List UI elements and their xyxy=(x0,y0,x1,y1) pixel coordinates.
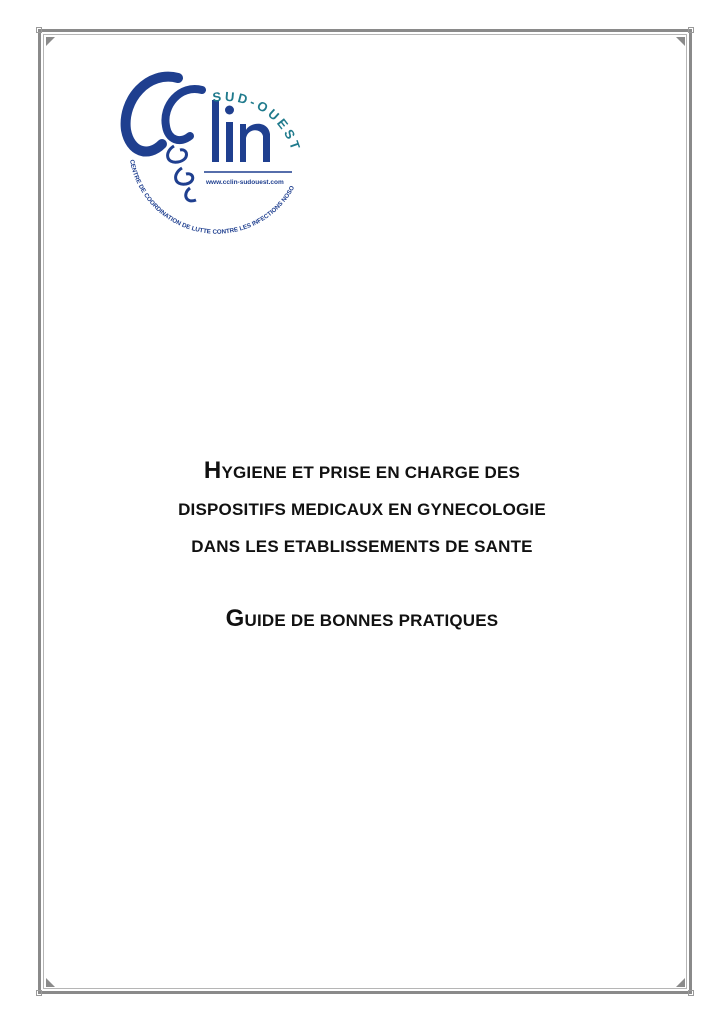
document-title xyxy=(50,452,674,565)
title-line-1-rest: YGIENE ET PRISE EN CHARGE DES xyxy=(221,463,521,482)
corner-ornament-bottom-right xyxy=(676,978,685,987)
logo-url-text: www.cclin-sudouest.com xyxy=(206,179,284,186)
subtitle-rest: UIDE DE BONNES PRATIQUES xyxy=(244,611,499,630)
title-line-1 xyxy=(50,452,674,491)
title-line-3: DANS LES ETABLISSEMENTS DE SANTE xyxy=(191,537,533,556)
logo-arc-text: CENTRE DE COORDINATION DE LUTTE CONTRE LES INFECTIONS NOSO xyxy=(128,159,297,236)
corner-square-bottom-right xyxy=(688,990,694,996)
document-subtitle xyxy=(50,600,674,639)
corner-square-top-right xyxy=(688,27,694,33)
corner-square-top-left xyxy=(36,27,42,33)
logo-region-text: SUD-OUEST xyxy=(211,88,304,155)
title-initial: H xyxy=(203,457,222,484)
corner-ornament-bottom-left xyxy=(46,978,55,987)
cclin-logo xyxy=(108,60,304,240)
corner-ornament-top-left xyxy=(46,37,55,46)
corner-square-bottom-left xyxy=(36,990,42,996)
title-line-2: DISPOSITIFS MEDICAUX EN GYNECOLOGIE xyxy=(178,500,546,519)
subtitle-initial: G xyxy=(225,605,245,632)
corner-ornament-top-right xyxy=(676,37,685,46)
